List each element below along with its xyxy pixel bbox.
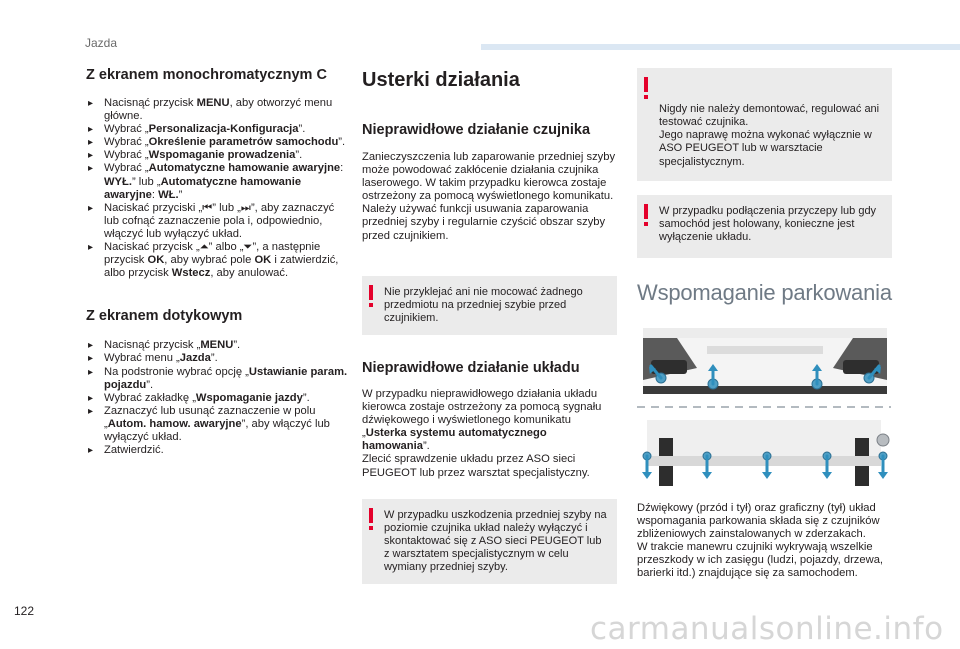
warning-icon xyxy=(369,508,373,530)
bullet-icon: ▸ xyxy=(88,163,94,175)
warning-box-windscreen xyxy=(362,276,617,335)
column-left xyxy=(86,66,348,457)
list-item: ▸ Wybrać „Automatyczne hamowanie awaryjne: WYŁ.” lub „Automatyczne hamowanie awaryjne: WŁ.” xyxy=(88,162,344,201)
mono-display-heading: Z ekranem monochromatycznym C xyxy=(86,67,327,83)
bullet-icon: ▸ xyxy=(88,137,94,149)
list-item: ▸ Nacisnąć przycisk MENU, aby otworzyć menu główne. xyxy=(88,97,333,123)
list-item: ▸ Wybrać „Określenie parametrów samochodu”. xyxy=(88,136,346,149)
list-item: ▸ Na podstronie wybrać opcję „Ustawianie param. pojazdu”. xyxy=(88,365,348,391)
warning-text: W przypadku uszkodzenia przedniej szyby na poziomie czujnika układ należy wyłączyć i skontaktować się z ASO sieci PEUGEOT lub z warsztatem specjalistycznym w celu wymiany przedniej szyby. xyxy=(384,508,607,573)
list-item: ▸ Wybrać „Wspomaganie prowadzenia”. xyxy=(88,149,303,162)
warning-text: W przypadku podłączenia przyczepy lub gdy samochód jest holowany, konieczne jest wyłączenie układu. xyxy=(659,204,877,243)
warning-icon xyxy=(644,77,648,99)
list-item: ▸ Wybrać menu „Jazda”. xyxy=(88,352,218,365)
watermark-text: carmanualsonline.info xyxy=(590,611,944,647)
vehicle-bumpers-icon xyxy=(637,328,891,486)
warning-box-trailer xyxy=(637,195,892,258)
page-number: 122 xyxy=(14,604,35,618)
warning-box-sensor xyxy=(637,68,892,181)
bullet-icon: ▸ xyxy=(88,366,94,378)
system-malfunction-heading: Nieprawidłowe działanie układu xyxy=(362,359,580,376)
list-item: ▸ Nacisnąć przycisk „MENU”. xyxy=(88,339,241,352)
list-item: ▸ Naciskać przycisk „⏶” albo „⏷”, a następnie przycisk OK, aby wybrać pole OK i zatwierdzić, albo przycisk Wstecz, aby anulować. xyxy=(88,241,339,280)
bullet-icon: ▸ xyxy=(88,242,94,254)
column-middle xyxy=(362,68,617,584)
system-malfunction-text: W przypadku nieprawidłowego działania układu kierowca zostaje ostrzeżony za pomocą sygnału dźwiękowego i wyświetlonego komunikatu „Usterka systemu automatycznego hamowania”. Zlecić sprawdzenie układu przez ASO sieci PEUGEOT lub przez warsztat specjalistyczny. xyxy=(362,387,602,479)
parking-sensors-illustration xyxy=(637,328,891,484)
malfunctions-heading: Usterki działania xyxy=(362,69,520,91)
list-item: ▸ Zaznaczyć lub usunąć zaznaczenie w polu „Autom. hamow. awaryjne”, aby włączyć lub wyłączyć układ. xyxy=(88,404,330,443)
bullet-icon: ▸ xyxy=(88,353,94,365)
mono-steps-list xyxy=(86,97,348,280)
warning-icon xyxy=(369,285,373,307)
list-item: ▸ Wybrać zakładkę „Wspomaganie jazdy”. xyxy=(88,391,310,404)
bullet-icon: ▸ xyxy=(88,150,94,162)
column-right xyxy=(637,68,893,581)
sensor-malfunction-heading: Nieprawidłowe działanie czujnika xyxy=(362,122,591,138)
bullet-icon: ▸ xyxy=(88,202,94,214)
bullet-icon: ▸ xyxy=(88,98,94,109)
section-name: Jazda xyxy=(85,36,118,50)
list-item: ▸ Zatwierdzić. xyxy=(88,444,164,457)
touch-display-heading: Z ekranem dotykowym xyxy=(86,308,243,325)
bullet-icon: ▸ xyxy=(88,445,94,457)
warning-text: Nie przyklejać ani nie mocować żadnego przedmiotu na przedniej szybie przed czujnikiem. xyxy=(384,285,583,324)
list-item: ▸ Naciskać przyciski „⏮” lub „⏭”, aby zaznaczyć lub cofnąć zaznaczenie pola i, odpowiednio, włączyć lub wyłączyć układ. xyxy=(88,201,335,240)
warning-text: Nigdy nie należy demontować, regulować ani testować czujnika. Jego naprawę można wykonać wyłącznie w ASO PEUGEOT lub w warsztacie specjalistycznym. xyxy=(659,103,880,168)
warning-icon xyxy=(644,204,648,226)
sensor-malfunction-text: Zanieczyszczenia lub zaparowanie przedniej szyby może powodować zakłócenie działania czujnika laserowego. W takim przypadku kierowca zostaje ostrzeżony za pomocą wyświetlonego komunikatu. Należy używać funkcji usuwania zaparowania przedniej szyby i regularnie czyścić obszar szyby przed czujnikiem. xyxy=(362,151,616,242)
list-item: ▸ Wybrać „Personalizacja-Konfiguracja”. xyxy=(88,123,306,136)
page-header xyxy=(0,0,960,56)
header-bar xyxy=(481,44,960,50)
parking-assist-heading: Wspomaganie parkowania xyxy=(637,279,892,305)
touch-steps-list xyxy=(86,339,348,457)
bullet-icon: ▸ xyxy=(88,405,94,417)
parking-assist-text: Dźwiękowy (przód i tył) oraz graficzny (tył) układ wspomagania parkowania składa się z czujników zbliżeniowych zainstalowanych w zderzakach. W trakcie manewru czujniki wykrywają wszelkie przeszkody w ich zasięgu (ludzi, pojazdy, drzewa, barierki itd.) znajdujące się za samochodem. xyxy=(637,501,884,580)
warning-box-damage xyxy=(362,499,617,584)
bullet-icon: ▸ xyxy=(88,340,94,352)
bullet-icon: ▸ xyxy=(88,124,94,136)
bullet-icon: ▸ xyxy=(88,392,94,404)
